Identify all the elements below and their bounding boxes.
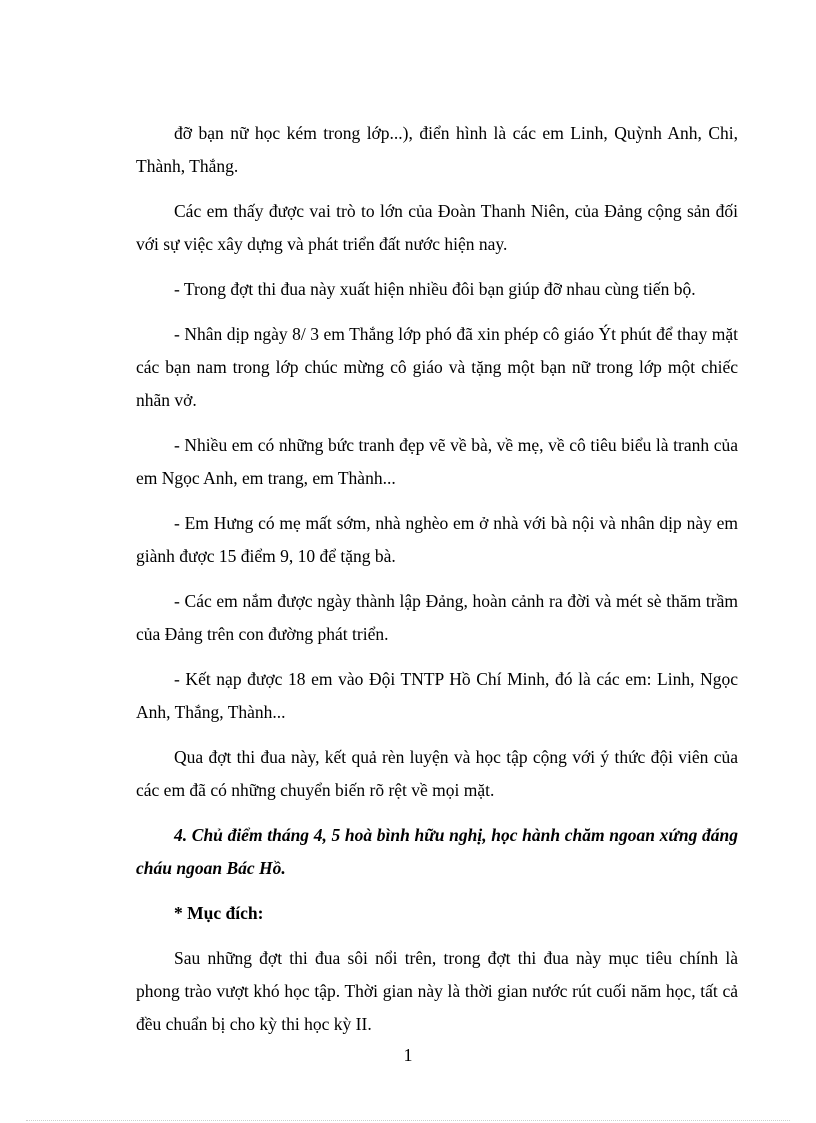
paragraph-7: - Các em nắm được ngày thành lập Đảng, hoàn cảnh ra đời và mét sè thăm trầm của Đảng trên con đường phát triển. xyxy=(136,591,738,644)
paragraph-5: - Nhiều em có những bức tranh đẹp vẽ về bà, về mẹ, về cô tiêu biểu là tranh của em Ngọc Anh, em trang, em Thành... xyxy=(136,435,738,488)
paragraph-1: đỡ bạn nữ học kém trong lớp...), điển hình là các em Linh, Quỳnh Anh, Chi, Thành, Thắng. xyxy=(136,123,738,176)
document-body xyxy=(136,117,738,1053)
footer-divider xyxy=(26,1120,790,1121)
paragraph-3: - Trong đợt thi đua này xuất hiện nhiều đôi bạn giúp đỡ nhau cùng tiến bộ. xyxy=(174,279,696,299)
paragraph-4: - Nhân dịp ngày 8/ 3 em Thắng lớp phó đã xin phép cô giáo Ýt phút để thay mặt các bạn nam trong lớp chúc mừng cô giáo và tặng một bạn nữ trong lớp một chiếc nhãn vở. xyxy=(136,324,738,410)
purpose-heading: * Mục đích: xyxy=(174,903,264,923)
paragraph-9: Qua đợt thi đua này, kết quả rèn luyện và học tập cộng với ý thức đội viên của các em đã có những chuyển biến rõ rệt về mọi mặt. xyxy=(136,747,738,800)
page-number: 1 xyxy=(403,1045,413,1065)
section-heading: 4. Chủ điểm tháng 4, 5 hoà bình hữu nghị, học hành chăm ngoan xứng đáng cháu ngoan Bác Hồ. xyxy=(136,825,738,878)
purpose-paragraph: Sau những đợt thi đua sôi nổi trên, trong đợt thi đua này mục tiêu chính là phong trào vượt khó học tập. Thời gian này là thời gian nước rút cuối năm học, tất cả đều chuẩn bị cho kỳ thi học kỳ II. xyxy=(136,948,738,1034)
paragraph-2: Các em thấy được vai trò to lớn của Đoàn Thanh Niên, của Đảng cộng sản đối với sự việc xây dựng và phát triển đất nước hiện nay. xyxy=(136,201,738,254)
paragraph-6: - Em Hưng có mẹ mất sớm, nhà nghèo em ở nhà với bà nội và nhân dịp này em giành được 15 điểm 9, 10 để tặng bà. xyxy=(136,513,738,566)
paragraph-8: - Kết nạp được 18 em vào Đội TNTP Hồ Chí Minh, đó là các em: Linh, Ngọc Anh, Thắng, Thành... xyxy=(136,669,738,722)
